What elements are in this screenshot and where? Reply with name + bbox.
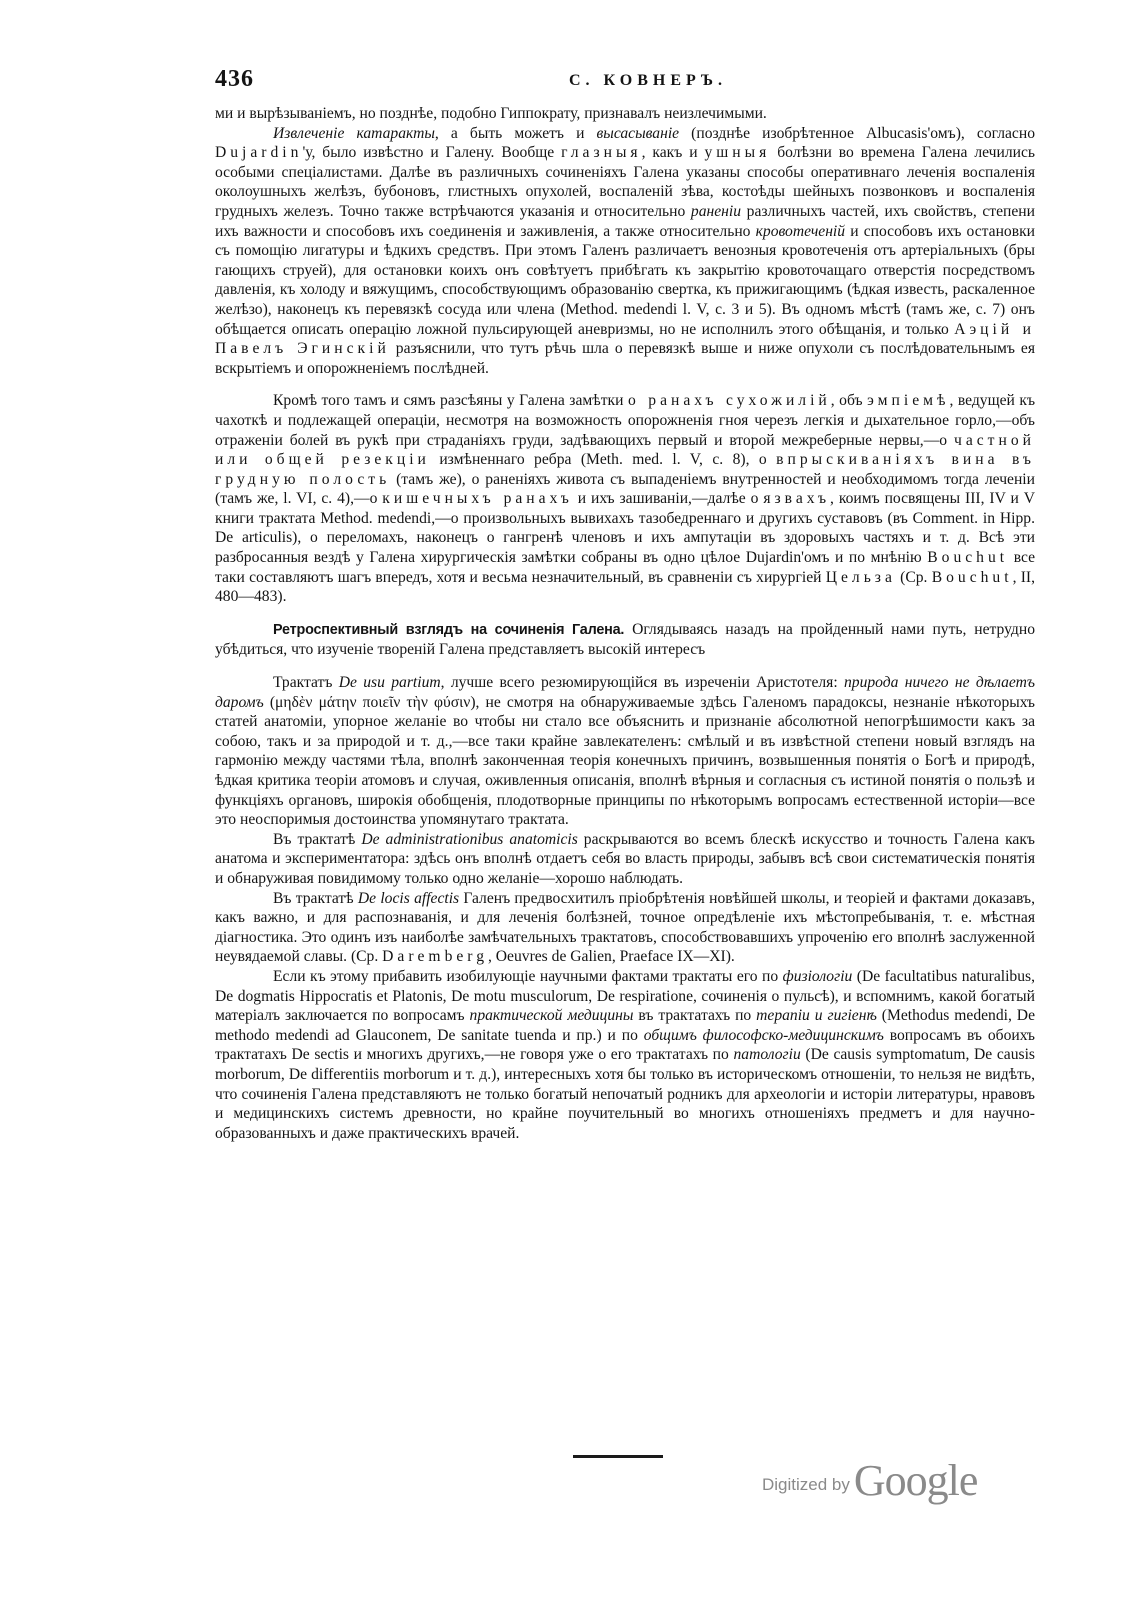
text-run: Оглядываясь назадъ на пройденный нами путь, нетрудно убѣдиться, что изученіе твореній Галена представляетъ высокій интересъ [215,620,1036,659]
text-run: и ихъ зашиваніи,—далѣе о [572,490,764,508]
text-run: все таки составляютъ шагъ впередъ, хотя и весьма незначительный, въ сравненіи съ хирургіей [215,549,1036,586]
text-run: раскрываются во всемъ блескѣ искусство и точность Галена какъ анатома и экспериментатора: здѣсь онъ вполнѣ отдаетъ себя во власть природы, забывъ всѣ свои систематическія понятія и обнаруживая повидимому только одно желаніе—хорошо наблюдать. [215,830,1035,887]
text-run: Кромѣ того тамъ и сямъ разсѣяны у Галена замѣтки [273,392,628,410]
digitized-by-watermark [762,1453,977,1503]
text-run: (De causis symptomatum, De causis morborum, De differentiis morborum и т. д.), интересныхъ хотя бы только въ историческомъ отношеніи, то нельзя не видѣть, что сочиненія Галена представляютъ не только богатый непочатый родникъ для археологіи и исторіи литературы, нравовъ и медицинскихъ системъ древности, но крайне поучительный во многихъ отношеніяхъ предметъ и для научно-образованныхъ и даже практическихъ врачей. [215,1046,1035,1142]
text-run: , какъ и [641,144,705,162]
text-run: и способовъ ихъ остановки съ помощію лигатуры и ѣдкихъ средствъ. При этомъ Галенъ различаетъ венозныя кровотеченія отъ артеріальныхъ (бры гающихъ струей), для остановки коихъ онъ совѣтуетъ прибѣгать къ закрытію кровоточащаго отверстія посредствомъ давленія, къ холоду и вяжущимъ, способствующимъ образованію свертка, къ прижигающимъ (ѣдкая известь, раскаленное желѣзо), наконецъ къ перевязкѣ сосуда или члена (Method. medendi l. V, c. 3 и 5). Въ одномъ мѣстѣ (тамъ же, c. 7) онъ обѣщается описать операцію ложной пульсирующей аневризмы, но не исполнилъ этого обѣщанія, и только [215,222,1035,338]
emphasis: кровотеченій [755,222,846,240]
text-run: (Ср. [895,568,932,586]
text-run: вопросамъ въ обоихъ трактатахъ De sectis и многихъ другихъ,—не говоря уже о его трактатахъ по [215,1026,1035,1064]
text-run: болѣзни во времена Галена лечились особыми спеціалистами. Далѣе въ различныхъ сочиненіяхъ Галена указаны способы оперативнаго леченія воспаленія околоушныхъ желѣзъ, бубоновъ, глистныхъ опухолей, воспаленій зѣва, костоѣды шейныхъ позвонковъ и воспаленія грудныхъ железъ. Точно также встрѣчаются указанія и относительно [215,144,1036,220]
text-run: Въ трактатѣ [273,830,362,848]
text-run: , лучше всего резюмирующійся въ изреченіи Аристотеля: [440,674,844,692]
spaced-term: эмпіемѣ [867,392,950,410]
running-header-author: С. КОВНЕРЪ. [569,72,728,89]
emphasis: терапіи и гигіенѣ [756,1007,877,1025]
emphasis: Извлеченіе катаракты [273,124,435,142]
spaced-name: Bouchut [927,549,1009,567]
text-run: (De facultatibus naturalibus, De dogmatis Hippocratis et Platonis, De motu musculorum, De respiratione, сочиненія о пульсѣ), и вспомнимъ, какой богатый матеріалъ заключается по вопросамъ [215,967,1035,1025]
emphasis: высасываніе [596,124,680,142]
paragraph-conclusion [215,967,1035,1143]
text-run: въ трактатахъ по [633,1007,757,1025]
text-run: Галенъ предвосхитилъ пріобрѣтенія новѣйшей школы, и теоріей и фактами доказавъ, какъ важно, и для распознаванія, и для леченія болѣзней, точное опредѣленіе ихъ мѣстопребыванія, т. е. мѣстная діагностика. Это одинъ изъ наиболѣе замѣчательныхъ трактатовъ, способствовавшихъ упроченію его вполнѣ заслуженной неувядаемой славы. (Ср. [215,889,1035,966]
text-run: измѣненнаго ребра (Meth. med. l. V, c. 8), о [429,451,777,469]
digitized-label: Digitized by [762,1475,850,1494]
spaced-name: Bouchut [931,568,1013,586]
spaced-term: язвахъ [763,490,831,508]
text-run: , Oeuvres de Galien, Praeface IX—XI). [488,948,735,966]
text-run: ми и вырѣзываніемъ, но позднѣе, подобно Гиппократу, признавалъ неизлечимыми. [215,105,767,122]
text-run: , а быть можетъ и [434,124,597,142]
spaced-term: о ранахъ сухожилій [627,392,831,410]
spaced-term: кишечныхъ ранахъ [382,490,573,508]
spaced-name: Цельза [825,568,896,586]
spaced-name: Dujardin [215,144,303,162]
text-run: (позднѣе изобрѣтенное Albucasis'омъ), согласно [679,124,1035,142]
running-header [215,66,1035,96]
text-run: Трактатъ [273,674,339,692]
paragraph-de-administrationibus [215,830,1035,889]
spaced-term: частной или общей резекціи [215,431,1035,469]
body-text [215,104,1035,1143]
emphasis: практической медицины [469,1007,634,1025]
spaced-term: глазныя [561,144,642,162]
text-run: , II, 480—483). [215,568,1036,606]
spaced-term: ушныя [704,144,771,162]
spaced-name: Daremberg [382,948,488,966]
emphasis: De usu partium [338,674,441,692]
emphasis: природа ничего не дѣлаетъ даромъ [215,674,1035,711]
text-run: , объ [830,392,868,410]
text-run: Если къ этому прибавить изобилующіе научными фактами трактаты его по [273,967,783,985]
text-run: различныхъ частей, ихъ свойствъ, степени ихъ важности и способовъ ихъ соединенія и заживленія, а также относительно [215,202,1035,240]
text-run: , ведущей къ чахоткѣ и подлежащей операціи, несмотря на возможность опорожненія гноя черезъ легкія и дыхательное горло,—объ отраженіи болей въ рукѣ при страданіяхъ груди, задѣвающихъ первый и второй межреберные нервы,—о [215,392,1036,449]
emphasis: физіологіи [782,967,853,985]
emphasis: патологіи [733,1046,801,1064]
text-run: Въ трактатѣ [273,889,358,907]
text-run: (тамъ же), о раненіяхъ живота съ выпаденіемъ внутренностей и необходимомъ тогда леченіи (тамъ же, l. VI, c. 4),—о [215,470,1035,508]
end-of-section-rule [573,1455,663,1458]
paragraph-de-locis-affectis [215,889,1035,967]
paragraph-surgical-notes [215,391,1035,607]
text-run: 'у, было извѣстно и Галену. Вообще [302,144,562,162]
emphasis: раненіи [690,202,742,220]
paragraph-continuation [215,104,1035,124]
spaced-name: Аэцій и Павелъ Эгинскій [215,320,1035,358]
paragraph-de-usu-partium [215,673,1035,830]
emphasis: De administrationibus anatomicis [361,830,578,848]
emphasis: De locis affectis [357,889,460,907]
section-heading: Ретроспективный взглядъ на сочиненія Галена. [273,621,625,638]
text-run: (Methodus medendi, De methodo medendi ad Glauconem, De sanitate tuenda и пр.) и по [215,1007,1035,1044]
emphasis: общимъ философско-медицинскимъ [643,1026,884,1044]
paragraph-retrospective [215,620,1035,660]
page-number: 436 [215,66,254,92]
text-run: , коимъ посвящены III, IV и V книги трактата Method. medendi,—о произвольныхъ вывихахъ тазобедреннаго и другихъ суставовъ (въ Comment. in Hipp. De articulis), о переломахъ, наконецъ о гангренѣ членовъ и ихъ ампутаціи въ здоровыхъ частяхъ и т. д. Всѣ эти разбросанныя вездѣ у Галена хирургическія замѣтки собраны въ одно цѣлое Dujardin'омъ и по мнѣнію [215,490,1036,567]
google-logo: Google [853,1456,978,1505]
text-run: разъяснили, что тутъ рѣчь шла о перевязкѣ выше и ниже опухоли съ послѣдовательнымъ ея вскрытіемъ и опорожненіемъ послѣдней. [215,340,1035,377]
spaced-term: впрыскиваніяхъ вина въ грудную полость [215,451,1035,488]
paragraph-cataract [215,124,1035,379]
text-run: (μηδὲν μάτην ποιεῖν τὴν φύσιν), не смотря на обнаруживаемые здѣсь Галеномъ парадоксы, незнаніе нѣкоторыхъ статей анатоміи, упорное желаніе во чтобы ни стало все объяснить и признаніе абсолютной непогрѣшимости какъ за собою, такъ и за природой и т. д.,—все таки крайне завлекателенъ: смѣлый и въ извѣстной степени новый взглядъ на гармонію между частями тѣла, вполнѣ законченная теорія конечныхъ причинъ, возвышенныя понятія о Богѣ и природѣ, ѣдкая критика теоріи атомовъ и случая, оживленныя описанія, вполнѣ вѣрныя и согласныя съ истиной понятія о пользѣ и функціяхъ органовъ, широкія обобщенія, плодотворные принципы по нѣкоторымъ вопросамъ естественной исторіи—все это неоспоримыя достоинства упомянутаго трактата. [215,693,1035,829]
